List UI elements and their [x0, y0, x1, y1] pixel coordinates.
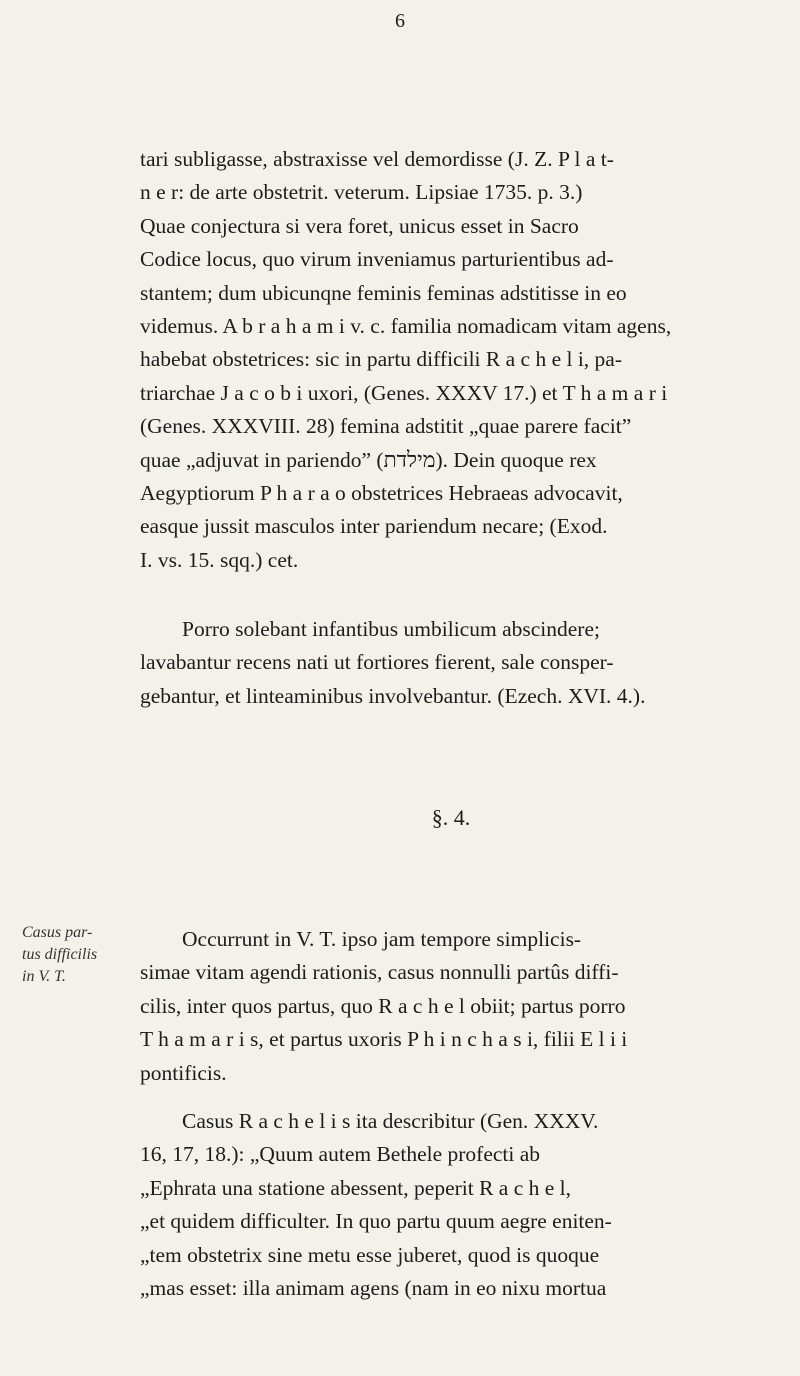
- text-line: n e r: de arte obstetrit. veterum. Lipsiae 1735. p. 3.): [140, 180, 583, 205]
- text-line: gebantur, et linteaminibus involvebantur. (Ezech. XVI. 4.).: [140, 683, 646, 708]
- text-line: Codice locus, quo virum inveniamus parturientibus ad-: [140, 247, 614, 272]
- text-line: triarchae J a c o b i uxori, (Genes. XXXV 17.) et T h a m a r i: [140, 380, 668, 405]
- text-line: Occurrunt in V. T. ipso jam tempore simplicis-: [182, 927, 582, 951]
- text-line: videmus. A b r a h a m i v. c. familia nomadicam vitam agens,: [140, 314, 672, 339]
- text-line: „et quidem difficulter. In quo partu quum aegre eniten-: [140, 1209, 612, 1234]
- text-line: „Ephrata una statione abessent, peperit R a c h e l,: [140, 1175, 572, 1200]
- text-line: quae „adjuvat in pariendo” (מילדת). Dein quoque rex: [140, 447, 597, 472]
- section-heading: §. 4.: [431, 805, 471, 830]
- text-line: simae vitam agendi rationis, casus nonnulli partûs diffi-: [140, 960, 619, 985]
- text-line: habebat obstetrices: sic in partu difficili R a c h e l i, pa-: [140, 347, 623, 372]
- paragraph-3: [140, 923, 762, 1090]
- page-number: 6: [395, 10, 405, 32]
- margin-note: [22, 922, 132, 988]
- paragraph-1: [140, 143, 762, 577]
- text-line: T h a m a r i s, et partus uxoris P h i n c h a s i, filii E l i i: [140, 1027, 628, 1052]
- text-line: Porro solebant infantibus umbilicum abscindere;: [182, 617, 600, 641]
- text-line: tari subligasse, abstraxisse vel demordisse (J. Z. P l a t-: [140, 147, 614, 171]
- text-line: Aegyptiorum P h a r a o obstetrices Hebraeas advocavit,: [140, 481, 623, 506]
- margin-note-line: in V. T.: [22, 968, 66, 985]
- text-line: „mas esset: illa animam agens (nam in eo nixu mortua: [140, 1276, 607, 1301]
- text-line: (Genes. XXXVIII. 28) femina adstitit „quae parere facit”: [140, 414, 632, 439]
- paragraph-2: [140, 613, 762, 713]
- text-line: 16, 17, 18.): „Quum autem Bethele profecti ab: [140, 1142, 541, 1167]
- margin-note-line: tus difficilis: [22, 946, 98, 963]
- text-line: lavabantur recens nati ut fortiores fierent, sale consper-: [140, 650, 614, 675]
- text-line: „tem obstetrix sine metu esse juberet, quod is quoque: [140, 1242, 600, 1267]
- text-line: stantem; dum ubicunqne feminis feminas adstitisse in eo: [140, 280, 627, 305]
- text-line: easque jussit masculos inter pariendum necare; (Exod.: [140, 514, 608, 539]
- text-line: cilis, inter quos partus, quo R a c h e l obiit; partus porro: [140, 993, 626, 1018]
- text-line: Casus R a c h e l i s ita describitur (Gen. XXXV.: [182, 1109, 599, 1133]
- margin-note-line: Casus par-: [22, 924, 93, 941]
- text-line: pontificis.: [140, 1060, 227, 1085]
- text-line: Quae conjectura si vera foret, unicus esset in Sacro: [140, 213, 579, 238]
- paragraph-4: [140, 1105, 762, 1305]
- text-line: I. vs. 15. sqq.) cet.: [140, 547, 299, 572]
